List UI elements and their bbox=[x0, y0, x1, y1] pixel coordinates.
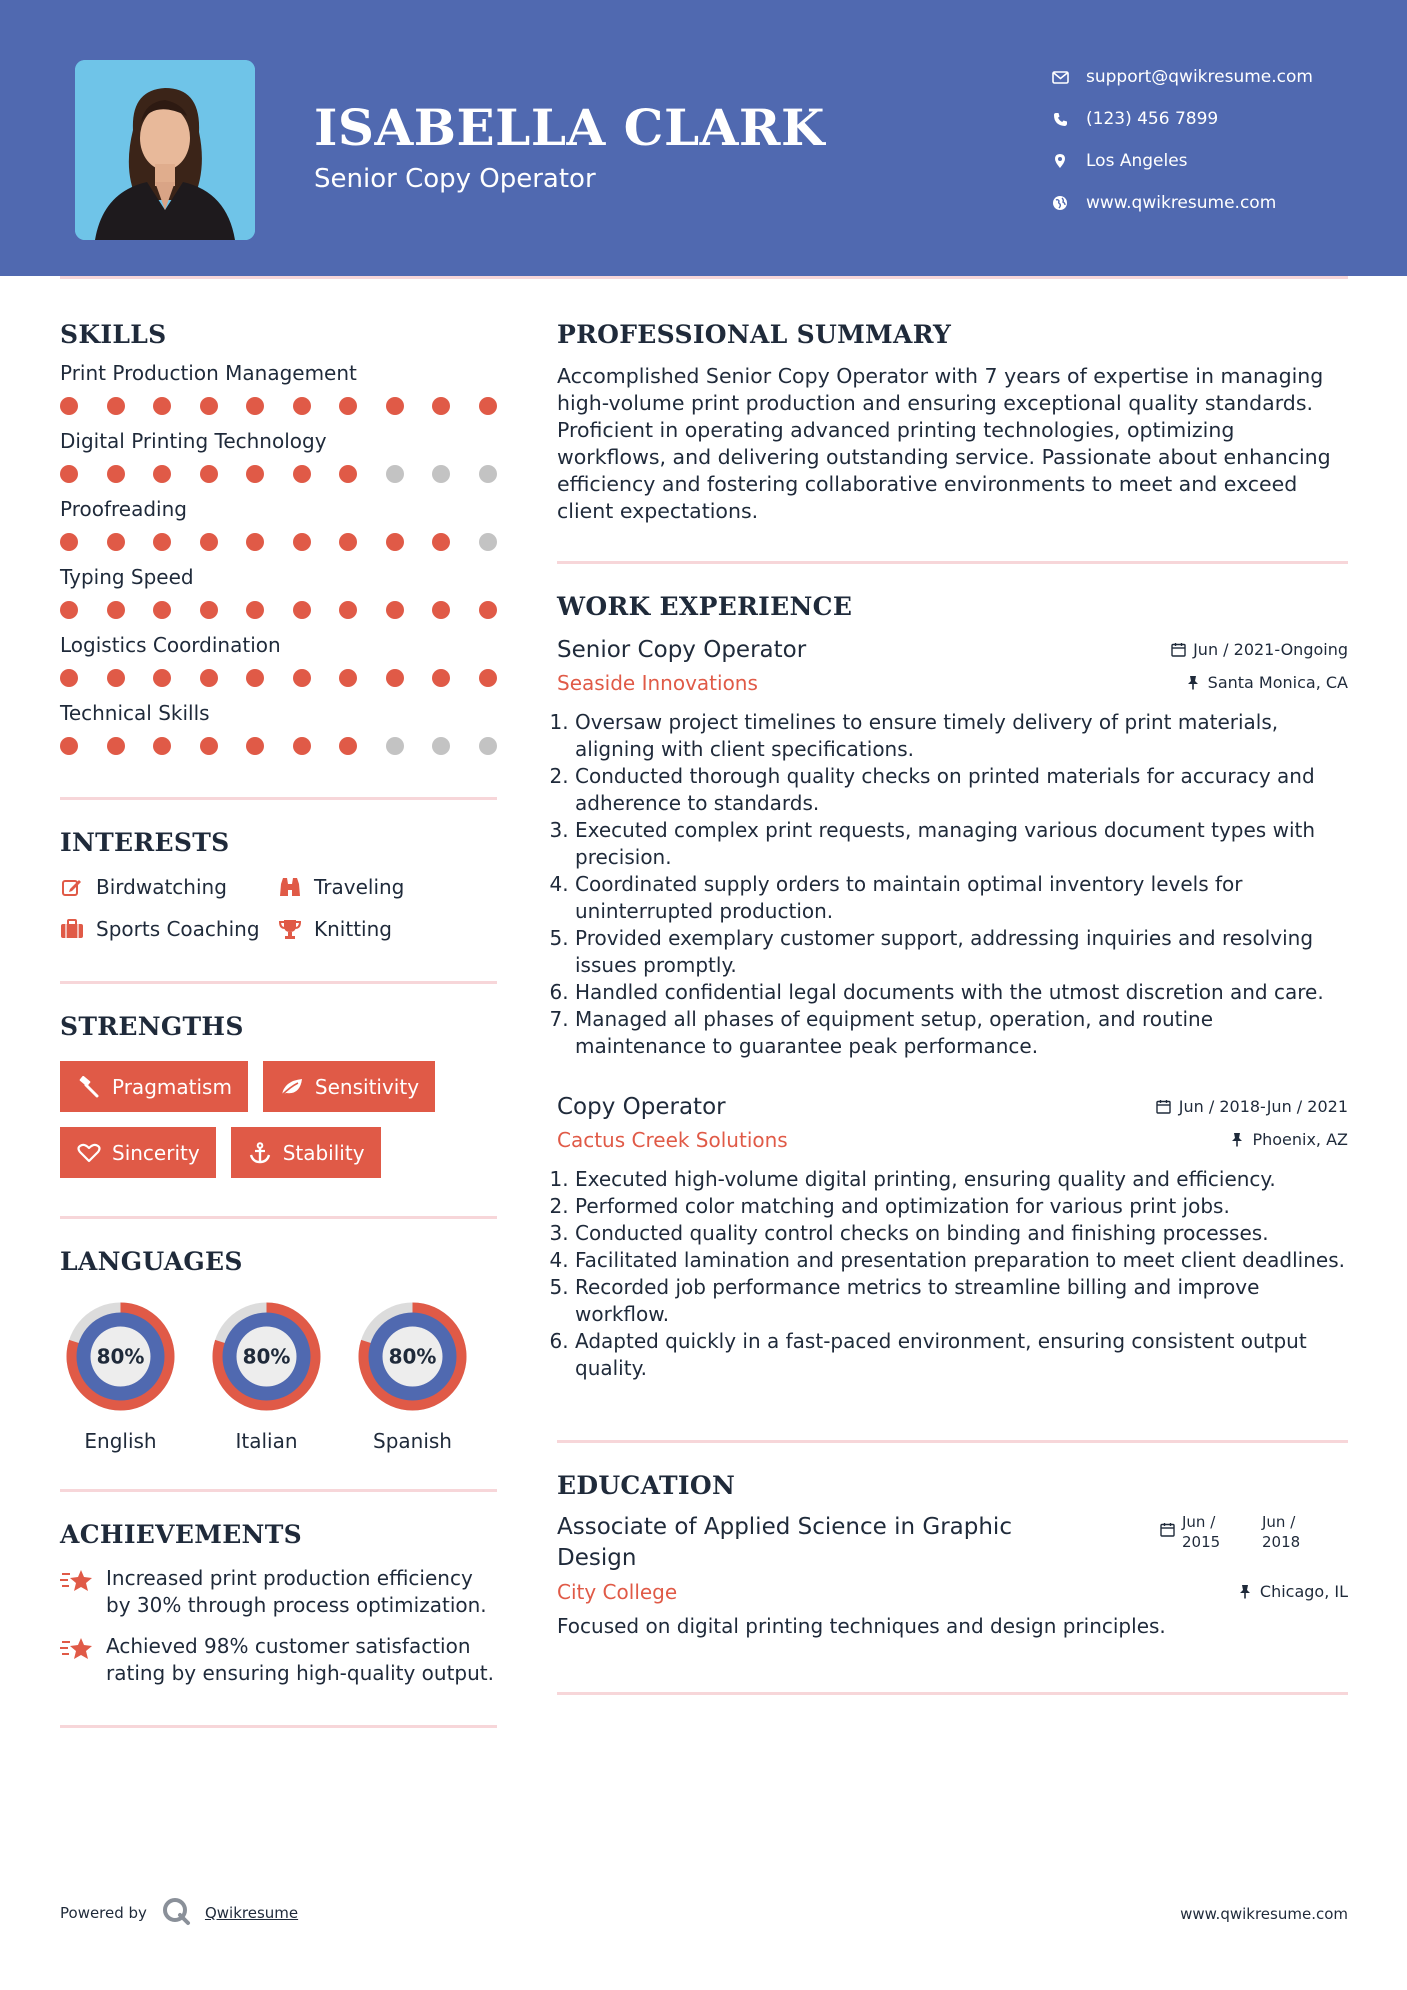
language-ring bbox=[206, 1296, 327, 1417]
candidate-title: Senior Copy Operator bbox=[314, 164, 596, 194]
leaf-icon bbox=[279, 1075, 305, 1099]
envelope-icon bbox=[1050, 67, 1070, 87]
language-ring bbox=[352, 1296, 473, 1417]
interest-label: Knitting bbox=[314, 917, 392, 941]
strengths-section bbox=[60, 1012, 497, 1178]
header-divider bbox=[60, 276, 1348, 279]
summary-heading: PROFESSIONAL SUMMARY bbox=[557, 320, 952, 349]
rating-dot bbox=[107, 737, 125, 755]
achievement-text: Achieved 98% customer satisfaction rating by ensuring high-quality output. bbox=[106, 1634, 494, 1685]
rating-dot bbox=[386, 465, 404, 483]
job-entry bbox=[557, 1094, 1348, 1382]
rating-dot bbox=[293, 533, 311, 551]
rating-dot bbox=[153, 397, 171, 415]
qwikresume-logo-icon bbox=[161, 1896, 191, 1930]
skill-name: Technical Skills bbox=[60, 701, 210, 725]
rating-dot bbox=[386, 669, 404, 687]
language-percent: 80% bbox=[388, 1344, 437, 1369]
skill-name: Digital Printing Technology bbox=[60, 429, 327, 453]
job-dates-text: Jun / 2018-Jun / 2021 bbox=[1178, 1097, 1348, 1116]
calendar-icon bbox=[1155, 1098, 1173, 1116]
skills-section bbox=[60, 320, 497, 755]
experience-section bbox=[557, 592, 1348, 1382]
job-dates-text: Jun / 2021-Ongoing bbox=[1193, 640, 1348, 659]
skill-name: Typing Speed bbox=[60, 565, 194, 589]
section-divider bbox=[557, 561, 1348, 564]
rating-dot bbox=[200, 601, 218, 619]
rating-dot bbox=[60, 601, 78, 619]
strength-chip bbox=[231, 1127, 381, 1178]
calendar-icon bbox=[1158, 1520, 1176, 1538]
job-bullet: 6. Handled confidential legal documents with the utmost discretion and care. bbox=[575, 979, 1348, 1006]
languages-list bbox=[60, 1296, 497, 1453]
interest-item bbox=[278, 875, 497, 899]
job-bullet: 7. Managed all phases of equipment setup, operation, and routine maintenance to guarantee peak performance. bbox=[575, 1006, 1348, 1060]
rating-dot bbox=[479, 397, 497, 415]
achievement-item bbox=[60, 1633, 497, 1687]
phone-icon bbox=[1050, 109, 1070, 129]
rating-dot bbox=[293, 737, 311, 755]
rating-dot bbox=[339, 601, 357, 619]
job-bullet: 1. Executed high-volume digital printing, ensuring quality and efficiency. bbox=[575, 1166, 1348, 1193]
rating-dot bbox=[246, 465, 264, 483]
rating-dot bbox=[479, 465, 497, 483]
strength-label: Sensitivity bbox=[314, 1074, 420, 1099]
interest-item bbox=[60, 917, 278, 941]
heart-icon bbox=[76, 1141, 102, 1165]
skill-rating bbox=[60, 397, 497, 415]
interest-label: Sports Coaching bbox=[96, 917, 260, 941]
education-dates bbox=[1158, 1512, 1348, 1574]
location-pin-icon bbox=[1050, 151, 1070, 171]
rating-dot bbox=[293, 669, 311, 687]
achievement-item bbox=[60, 1565, 497, 1619]
qwikresume-link[interactable]: Qwikresume bbox=[204, 1904, 299, 1922]
rating-dot bbox=[432, 465, 450, 483]
job-bullet: 3. Executed complex print requests, managing various document types with precision. bbox=[575, 817, 1348, 871]
rating-dot bbox=[432, 601, 450, 619]
language-name: English bbox=[84, 1429, 157, 1453]
job-bullet: 2. Performed color matching and optimization for various print jobs. bbox=[575, 1193, 1348, 1220]
experience-heading: WORK EXPERIENCE bbox=[557, 592, 853, 621]
section-divider bbox=[557, 1692, 1348, 1695]
summary-section bbox=[557, 320, 1348, 525]
achievements-section bbox=[60, 1520, 497, 1687]
rating-dot bbox=[479, 669, 497, 687]
calendar-icon bbox=[1169, 641, 1187, 659]
school-location bbox=[1236, 1582, 1348, 1601]
languages-heading: LANGUAGES bbox=[60, 1247, 243, 1276]
degree-title: Associate of Applied Science in Graphic Design bbox=[557, 1514, 1012, 1571]
skill-name: Logistics Coordination bbox=[60, 633, 281, 657]
skill-rating bbox=[60, 465, 497, 483]
trophy-icon bbox=[278, 917, 302, 941]
rating-dot bbox=[153, 669, 171, 687]
achievements-heading: ACHIEVEMENTS bbox=[60, 1520, 302, 1549]
job-location-text: Phoenix, AZ bbox=[1252, 1130, 1348, 1149]
contact-list bbox=[1050, 56, 1313, 224]
education-heading: EDUCATION bbox=[557, 1471, 736, 1500]
contact-location bbox=[1050, 140, 1313, 182]
job-bullet: 1. Oversaw project timelines to ensure timely delivery of print materials, aligning with client specifications. bbox=[575, 709, 1348, 763]
strength-label: Sincerity bbox=[112, 1140, 200, 1165]
rating-dot bbox=[200, 397, 218, 415]
rating-dot bbox=[107, 533, 125, 551]
language-percent: 80% bbox=[96, 1344, 145, 1369]
skill-rating bbox=[60, 533, 497, 551]
language-item bbox=[206, 1296, 327, 1453]
rating-dot bbox=[246, 737, 264, 755]
rating-dot bbox=[153, 465, 171, 483]
job-dates bbox=[1169, 640, 1348, 659]
education-start: Jun / 2015 bbox=[1182, 1513, 1221, 1551]
school-name: City College bbox=[557, 1580, 678, 1604]
contact-phone-text: (123) 456 7899 bbox=[1086, 109, 1219, 129]
rating-dot bbox=[153, 601, 171, 619]
interest-label: Traveling bbox=[314, 875, 405, 899]
job-bullets bbox=[557, 1166, 1348, 1382]
rating-dot bbox=[107, 465, 125, 483]
rating-dot bbox=[246, 533, 264, 551]
rating-dot bbox=[339, 737, 357, 755]
pencil-square-icon bbox=[60, 875, 84, 899]
job-title: Copy Operator bbox=[557, 1094, 726, 1120]
education-section bbox=[557, 1471, 1348, 1638]
job-bullet: 4. Facilitated lamination and presentation preparation to meet client deadlines. bbox=[575, 1247, 1348, 1274]
language-item bbox=[60, 1296, 181, 1453]
rating-dot bbox=[246, 669, 264, 687]
job-entry bbox=[557, 637, 1348, 1060]
rating-dot bbox=[246, 601, 264, 619]
resume-header bbox=[0, 0, 1407, 276]
contact-email[interactable] bbox=[1050, 56, 1313, 98]
rating-dot bbox=[479, 533, 497, 551]
interests-heading: INTERESTS bbox=[60, 828, 230, 857]
briefcase-icon bbox=[60, 917, 84, 941]
rating-dot bbox=[386, 737, 404, 755]
section-divider bbox=[60, 797, 497, 800]
binoculars-icon bbox=[278, 875, 302, 899]
company-name: Seaside Innovations bbox=[557, 671, 758, 695]
rating-dot bbox=[479, 737, 497, 755]
rating-dot bbox=[200, 465, 218, 483]
rating-dot bbox=[60, 669, 78, 687]
rating-dot bbox=[386, 533, 404, 551]
rating-dot bbox=[107, 601, 125, 619]
skill-rating bbox=[60, 669, 497, 687]
contact-website[interactable] bbox=[1050, 182, 1313, 224]
candidate-name: ISABELLA CLARK bbox=[314, 98, 825, 157]
right-column bbox=[557, 320, 1348, 1695]
rating-dot bbox=[339, 533, 357, 551]
job-location bbox=[1184, 673, 1348, 692]
rating-dot bbox=[432, 533, 450, 551]
profile-photo bbox=[75, 60, 255, 240]
language-item bbox=[352, 1296, 473, 1453]
section-divider bbox=[60, 1216, 497, 1219]
rating-dot bbox=[200, 533, 218, 551]
section-divider bbox=[60, 981, 497, 984]
language-percent: 80% bbox=[242, 1344, 291, 1369]
school-location-text: Chicago, IL bbox=[1259, 1582, 1348, 1601]
rating-dot bbox=[107, 397, 125, 415]
language-name: Spanish bbox=[373, 1429, 452, 1453]
education-end: Jun / 2018 bbox=[1262, 1513, 1301, 1551]
job-bullet: 5. Provided exemplary customer support, addressing inquiries and resolving issues promptly. bbox=[575, 925, 1348, 979]
job-location bbox=[1228, 1130, 1348, 1149]
strengths-heading: STRENGTHS bbox=[60, 1012, 244, 1041]
rating-dot bbox=[339, 397, 357, 415]
section-divider bbox=[557, 1440, 1348, 1443]
interest-item bbox=[278, 917, 497, 941]
rating-dot bbox=[60, 465, 78, 483]
pushpin-icon bbox=[1184, 674, 1202, 692]
rating-dot bbox=[479, 601, 497, 619]
skills-heading: SKILLS bbox=[60, 320, 167, 349]
rating-dot bbox=[153, 737, 171, 755]
strength-chip bbox=[263, 1061, 435, 1112]
interests-section bbox=[60, 828, 497, 941]
strength-label: Pragmatism bbox=[112, 1074, 232, 1099]
strength-chip bbox=[60, 1061, 248, 1112]
job-bullets bbox=[557, 709, 1348, 1060]
language-ring bbox=[60, 1296, 181, 1417]
job-title: Senior Copy Operator bbox=[557, 637, 807, 663]
powered-by-text: Powered by bbox=[60, 1904, 147, 1922]
strength-chip bbox=[60, 1127, 216, 1178]
languages-section bbox=[60, 1247, 497, 1453]
rating-dot bbox=[200, 669, 218, 687]
contact-location-text: Los Angeles bbox=[1086, 151, 1188, 171]
rating-dot bbox=[386, 601, 404, 619]
globe-icon bbox=[1050, 193, 1070, 213]
achievement-text: Increased print production efficiency by 30% through process optimization. bbox=[106, 1566, 487, 1617]
job-bullet: 3. Conducted quality control checks on binding and finishing processes. bbox=[575, 1220, 1348, 1247]
footer-url[interactable]: www.qwikresume.com bbox=[1180, 1905, 1348, 1923]
footer-powered-by bbox=[60, 1896, 298, 1930]
interest-item bbox=[60, 875, 278, 899]
section-divider bbox=[60, 1725, 497, 1728]
rating-dot bbox=[200, 737, 218, 755]
interest-label: Birdwatching bbox=[96, 875, 227, 899]
pushpin-icon bbox=[1236, 1583, 1254, 1601]
job-bullet: 6. Adapted quickly in a fast-paced environment, ensuring consistent output quality. bbox=[575, 1328, 1348, 1382]
rating-dot bbox=[153, 533, 171, 551]
job-bullet: 4. Coordinated supply orders to maintain optimal inventory levels for uninterrupted production. bbox=[575, 871, 1348, 925]
rating-dot bbox=[386, 397, 404, 415]
language-name: Italian bbox=[235, 1429, 298, 1453]
skill-name: Print Production Management bbox=[60, 361, 357, 385]
contact-email-text: support@qwikresume.com bbox=[1086, 67, 1313, 87]
star-badge-icon bbox=[60, 1565, 94, 1619]
strength-label: Stability bbox=[282, 1140, 365, 1165]
rating-dot bbox=[60, 533, 78, 551]
rating-dot bbox=[60, 737, 78, 755]
left-column bbox=[60, 320, 497, 1728]
skills-list bbox=[60, 361, 497, 755]
rating-dot bbox=[432, 737, 450, 755]
rating-dot bbox=[293, 601, 311, 619]
education-description: Focused on digital printing techniques and design principles. bbox=[557, 1614, 1166, 1638]
star-badge-icon bbox=[60, 1633, 94, 1687]
job-dates bbox=[1155, 1097, 1348, 1116]
strengths-list bbox=[60, 1061, 497, 1178]
gavel-icon bbox=[76, 1075, 102, 1099]
job-location-text: Santa Monica, CA bbox=[1207, 673, 1348, 692]
rating-dot bbox=[432, 669, 450, 687]
rating-dot bbox=[293, 397, 311, 415]
rating-dot bbox=[60, 397, 78, 415]
rating-dot bbox=[107, 669, 125, 687]
contact-phone[interactable] bbox=[1050, 98, 1313, 140]
rating-dot bbox=[432, 397, 450, 415]
section-divider bbox=[60, 1489, 497, 1492]
rating-dot bbox=[339, 669, 357, 687]
skill-rating bbox=[60, 737, 497, 755]
rating-dot bbox=[339, 465, 357, 483]
rating-dot bbox=[246, 397, 264, 415]
anchor-icon bbox=[247, 1141, 273, 1165]
summary-text: Accomplished Senior Copy Operator with 7 years of expertise in managing high-volume print production and ensuring exceptional quality standards. Proficient in operating advanced printing technologies, optimizing workflows, and delivering outstanding service. Passionate about enhancing efficiency and fostering collaborative environments to meet and exceed client expectations. bbox=[557, 364, 1331, 523]
skill-name: Proofreading bbox=[60, 497, 187, 521]
company-name: Cactus Creek Solutions bbox=[557, 1128, 788, 1152]
skill-rating bbox=[60, 601, 497, 619]
rating-dot bbox=[293, 465, 311, 483]
contact-website-text: www.qwikresume.com bbox=[1086, 193, 1277, 213]
pushpin-icon bbox=[1228, 1131, 1246, 1149]
job-bullet: 5. Recorded job performance metrics to streamline billing and improve workflow. bbox=[575, 1274, 1348, 1328]
job-bullet: 2. Conducted thorough quality checks on printed materials for accuracy and adherence to standards. bbox=[575, 763, 1348, 817]
interests-list bbox=[60, 875, 497, 941]
